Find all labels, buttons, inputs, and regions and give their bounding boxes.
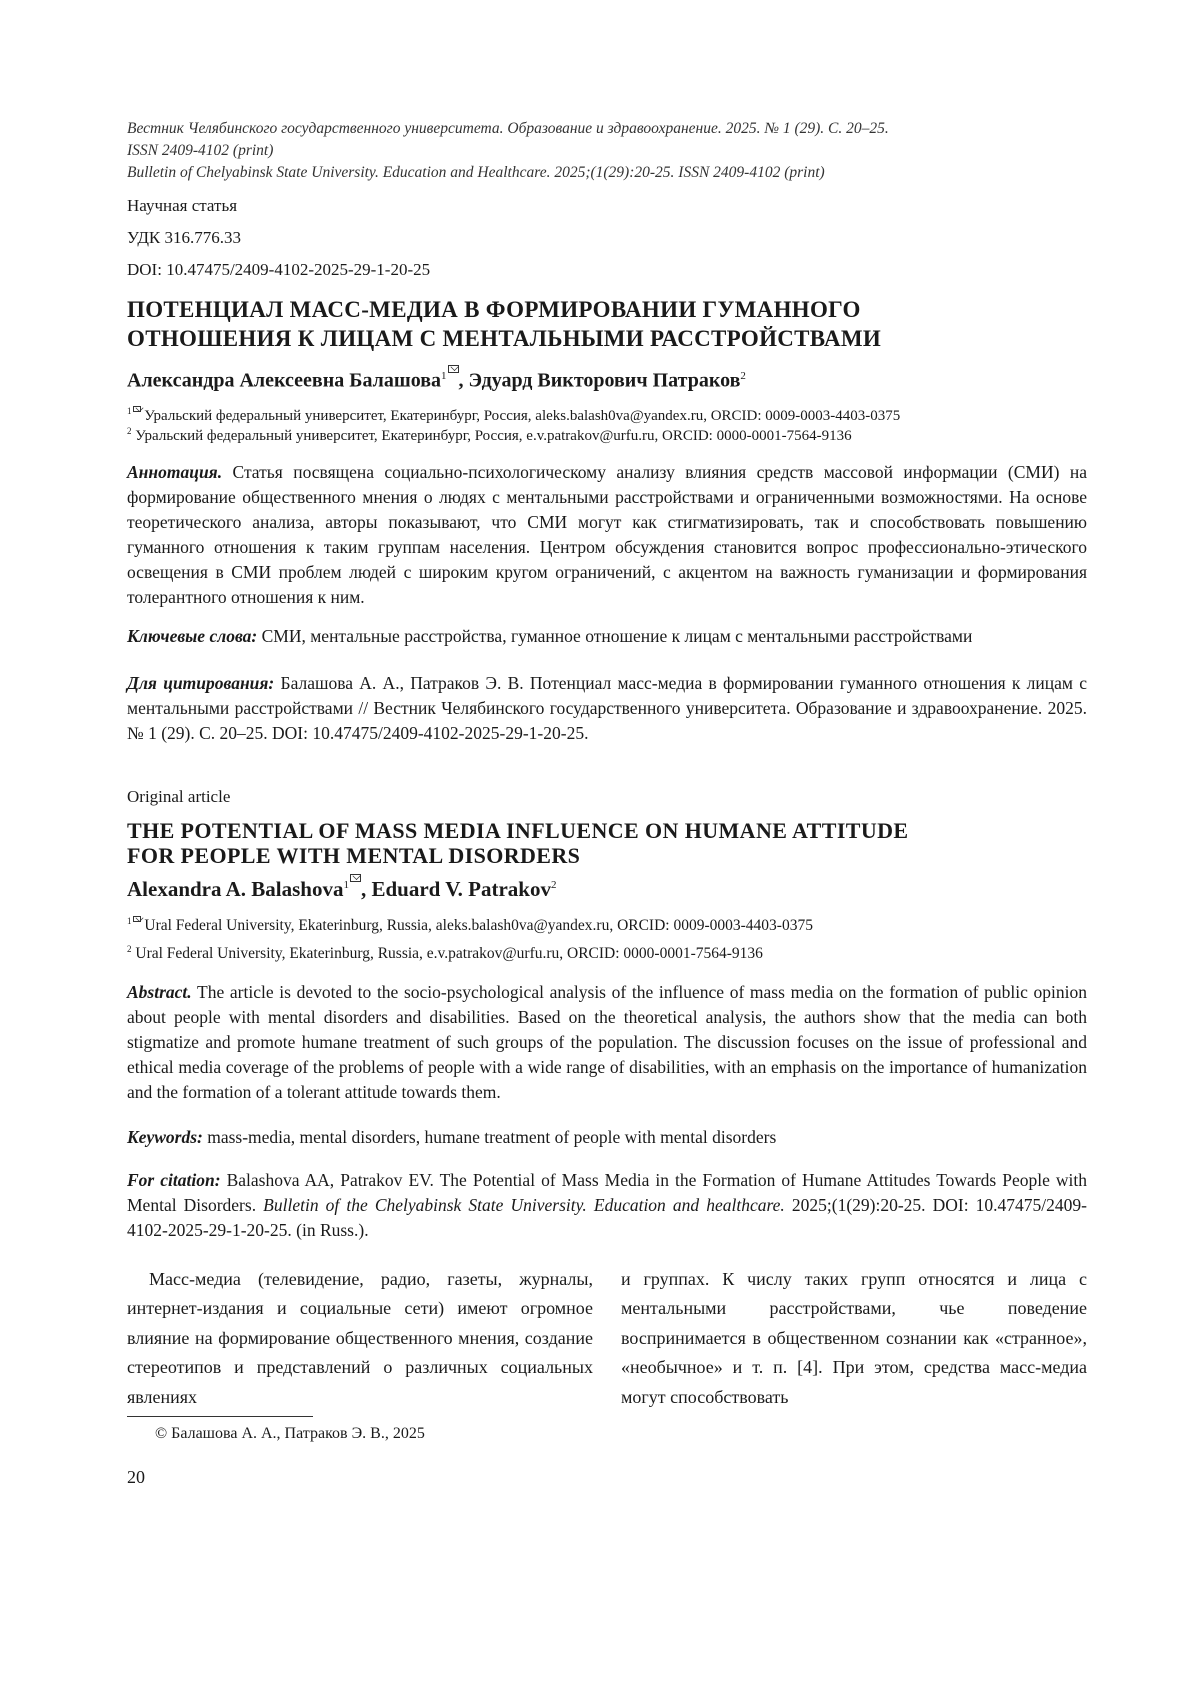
article-meta (127, 195, 1087, 281)
en-abstract-label: Abstract. (127, 981, 192, 1002)
ru-authors (127, 365, 1087, 394)
en-keywords (127, 1125, 1087, 1150)
ru-title-line1: ПОТЕНЦИАЛ МАСС-МЕДИА В ФОРМИРОВАНИИ ГУМАННОГО (127, 297, 861, 322)
en-citation (127, 1168, 1087, 1243)
article-page (127, 118, 1087, 1488)
ru-affiliations (127, 406, 1087, 446)
page-number: 20 (127, 1467, 145, 1488)
ru-abstract (127, 460, 1087, 610)
en-abstract (127, 980, 1087, 1105)
mail-icon (133, 916, 141, 922)
en-article-type: Original article (127, 786, 231, 806)
author-separator: , (360, 876, 372, 901)
en-affil-2: $^2$ Ural Federal University, Ekaterinburg, Russia, e.v.patrakov@urfu.ru, ORCID: 0000-0001-7564-9136 (127, 943, 763, 962)
en-citation-label: For citation: (127, 1169, 221, 1190)
author-separator: , (458, 369, 469, 392)
ru-author-1: Александра Алексеевна Балашова (127, 369, 442, 392)
mail-icon (448, 365, 459, 373)
en-title-line2: FOR PEOPLE WITH MENTAL DISORDERS (127, 842, 581, 868)
doi: DOI: 10.47475/2409-4102-2025-29-1-20-25 (127, 260, 431, 279)
ru-abstract-label: Аннотация. (127, 461, 223, 482)
udk: УДК 316.776.33 (127, 228, 242, 247)
ru-abstract-text: Статья посвящена социально-психологическому анализу влияния средств массовой информации (СМИ) на формирование общественного мнения о людях с ментальными расстройствами и ограниченными возможностями. На основе теоретического анализа, авторы показывают, что СМИ могут как стигматизировать, так и способствовать повышению гуманного отношения к таким группам населения. Центром обсуждения становится вопрос профессионально-этического освещения в СМИ проблем людей с широким кругом ограничений, с акцентом на важность гуманизации и формирования толерантного отношения к ним. (127, 461, 1087, 607)
en-author-2-sup: 2 (550, 878, 557, 891)
journal-issn: ISSN 2409-4102 (print) (127, 142, 274, 159)
en-citation-part2: 2025;(1(29):20-25. DOI: 10.47475/2409-4102-2025-29-1-20-25. (in Russ.). (127, 1194, 1087, 1240)
body-column-right: и группах. К числу таких групп относятся и лица с ментальными расстройствами, чье поведение воспринимается в общественном сознании как «странное», «необычное» и т. п. [4]. При этом, средства масс-медиа могут способствовать (621, 1268, 1087, 1407)
journal-line-ru: Вестник Челябинского государственного университета. Образование и здравоохранение. 2025. № 1 (29). С. 20–25. (127, 120, 889, 137)
en-citation-journal: Bulletin of the Chelyabinsk State University. Education and healthcare. (263, 1194, 785, 1215)
ru-author-2: Эдуард Викторович Патраков (468, 369, 741, 392)
en-author-1: Alexandra A. Balashova (127, 876, 344, 901)
ru-author-1-sup: 1 (441, 370, 459, 382)
en-keywords-label: Keywords: (127, 1126, 203, 1147)
ru-author-2-sup: 2 (740, 370, 746, 382)
en-affiliations (127, 916, 1087, 964)
journal-line-en: Bulletin of Chelyabinsk State University. Education and Healthcare. 2025;(1(29):20-25. ISSN 2409-4102 (print) (127, 164, 825, 181)
ru-title (127, 295, 1087, 353)
en-citation-part1: Balashova AA, Patrakov EV. The Potential of Mass Media in the Formation of Humane Attitudes Towards People with Mental Disorders. (127, 1169, 1088, 1215)
copyright-footnote: © Балашова А. А., Патраков Э. В., 2025 (155, 1425, 425, 1443)
en-author-1-sup: 1 (343, 879, 361, 891)
en-authors (127, 874, 1087, 902)
en-keywords-text: mass-media, mental disorders, humane treatment of people with mental disorders (207, 1126, 777, 1147)
ru-citation-label: Для цитирования: (127, 672, 275, 693)
ru-keywords-text: СМИ, ментальные расстройства, гуманное отношение к лицам с ментальными расстройствами (261, 625, 973, 646)
ru-citation (127, 671, 1087, 746)
en-affil-1: $^1$ Ural Federal University, Ekaterinburg, Russia, aleks.balash0va@yandex.ru, ORCID: 0009-0003-4403-0375 (127, 915, 813, 934)
article-type: Научная статья (127, 196, 238, 215)
journal-header (127, 118, 1087, 184)
ru-affil-1: $^1$ Уральский федеральный университет, Екатеринбург, Россия, aleks.balash0va@yandex.ru, ORCID: 0009-0003-4403-0375 (127, 405, 901, 424)
ru-keywords-label: Ключевые слова: (127, 625, 258, 646)
ru-keywords (127, 624, 1087, 649)
en-title-line1: THE POTENTIAL OF MASS MEDIA INFLUENCE ON HUMANE ATTITUDE (127, 817, 909, 843)
body-columns (127, 1265, 1087, 1413)
mail-icon (350, 874, 361, 882)
ru-affil-2: $^2$ Уральский федеральный университет, Екатеринбург, Россия, e.v.patrakov@urfu.ru, ORCID: 0000-0001-7564-9136 (127, 425, 852, 444)
en-title (127, 818, 1087, 868)
body-column-left: Масс-медиа (телевидение, радио, газеты, журналы, интернет-издания и социальные сети) имеют огромное влияние на формирование общественного мнения, создание стереотипов и представлений о различных социальных явлениях (127, 1268, 593, 1407)
en-author-2: Eduard V. Patrakov (371, 876, 551, 901)
ru-title-line2: ОТНОШЕНИЯ К ЛИЦАМ С МЕНТАЛЬНЫМИ РАССТРОЙСТВАМИ (127, 326, 882, 351)
mail-icon (133, 406, 141, 412)
ru-citation-text: Балашова А. А., Патраков Э. В. Потенциал масс-медиа в формировании гуманного отношения к лицам с ментальными расстройствами // Вестник Челябинского государственного университета. Образование и здравоохранение. 2025. № 1 (29). С. 20–25. DOI: 10.47475/2409-4102-2025-29-1-20-25. (127, 672, 1088, 743)
footnote-divider (127, 1416, 313, 1417)
en-abstract-text: The article is devoted to the socio-psychological analysis of the influence of mass media on the formation of public opinion about people with mental disorders and disabilities. Based on the theoretical analysis, the authors show that the media can both stigmatize and promote humane treatment of such groups of the population. The discussion focuses on the issue of professional and ethical media coverage of the problems of people with a wide range of disabilities, with an emphasis on the importance of humanization and the formation of a tolerant attitude towards them. (127, 981, 1087, 1102)
